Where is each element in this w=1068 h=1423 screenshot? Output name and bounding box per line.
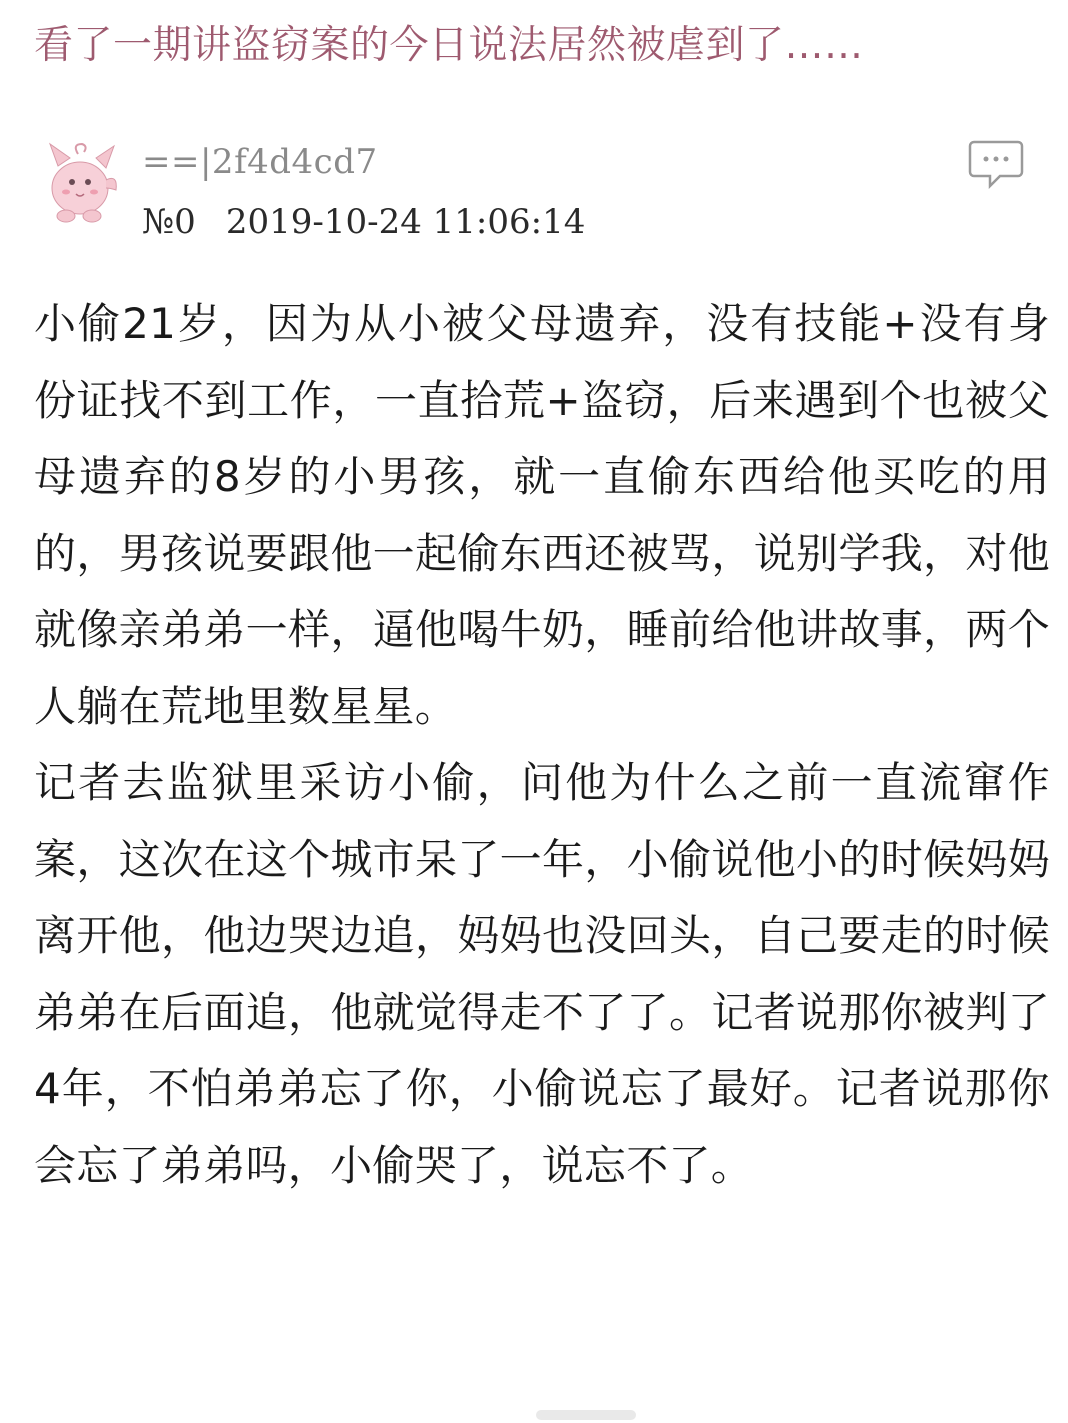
post-title: 看了一期讲盗窃案的今日说法居然被虐到了…… [34, 23, 864, 68]
post-content [34, 286, 1050, 1204]
watermark [536, 1410, 636, 1420]
clefairy-avatar-icon[interactable] [40, 140, 118, 232]
post-header [0, 128, 1068, 258]
username[interactable]: ==|2f4d4cd7 [142, 142, 378, 182]
post-timestamp: 2019-10-24 11:06:14 [225, 202, 586, 242]
post-number: №0 [142, 202, 196, 242]
comment-bubble-icon [968, 138, 1024, 190]
post-meta [142, 202, 585, 242]
paragraph: 小偷21岁，因为从小被父母遗弃，没有技能+没有身份证找不到工作，一直拾荒+盗窃，后来遇到个也被父母遗弃的8岁的小男孩，就一直偷东西给他买吃的用的，男孩说要跟他一起偷东西还被骂，说别学我，对他就像亲弟弟一样，逼他喝牛奶，睡前给他讲故事，两个人躺在荒地里数星星。 [34, 299, 1050, 731]
paragraph: 记者去监狱里采访小偷，问他为什么之前一直流窜作案，这次在这个城市呆了一年，小偷说他小的时候妈妈离开他，他边哭边追，妈妈也没回头，自己要走的时候弟弟在后面追，他就觉得走不了了。记者说那你被判了4年，不怕弟弟忘了你，小偷说忘了最好。记者说那你会忘了弟弟吗，小偷哭了，说忘不了。 [34, 758, 1050, 1190]
reply-button[interactable] [968, 138, 1024, 190]
